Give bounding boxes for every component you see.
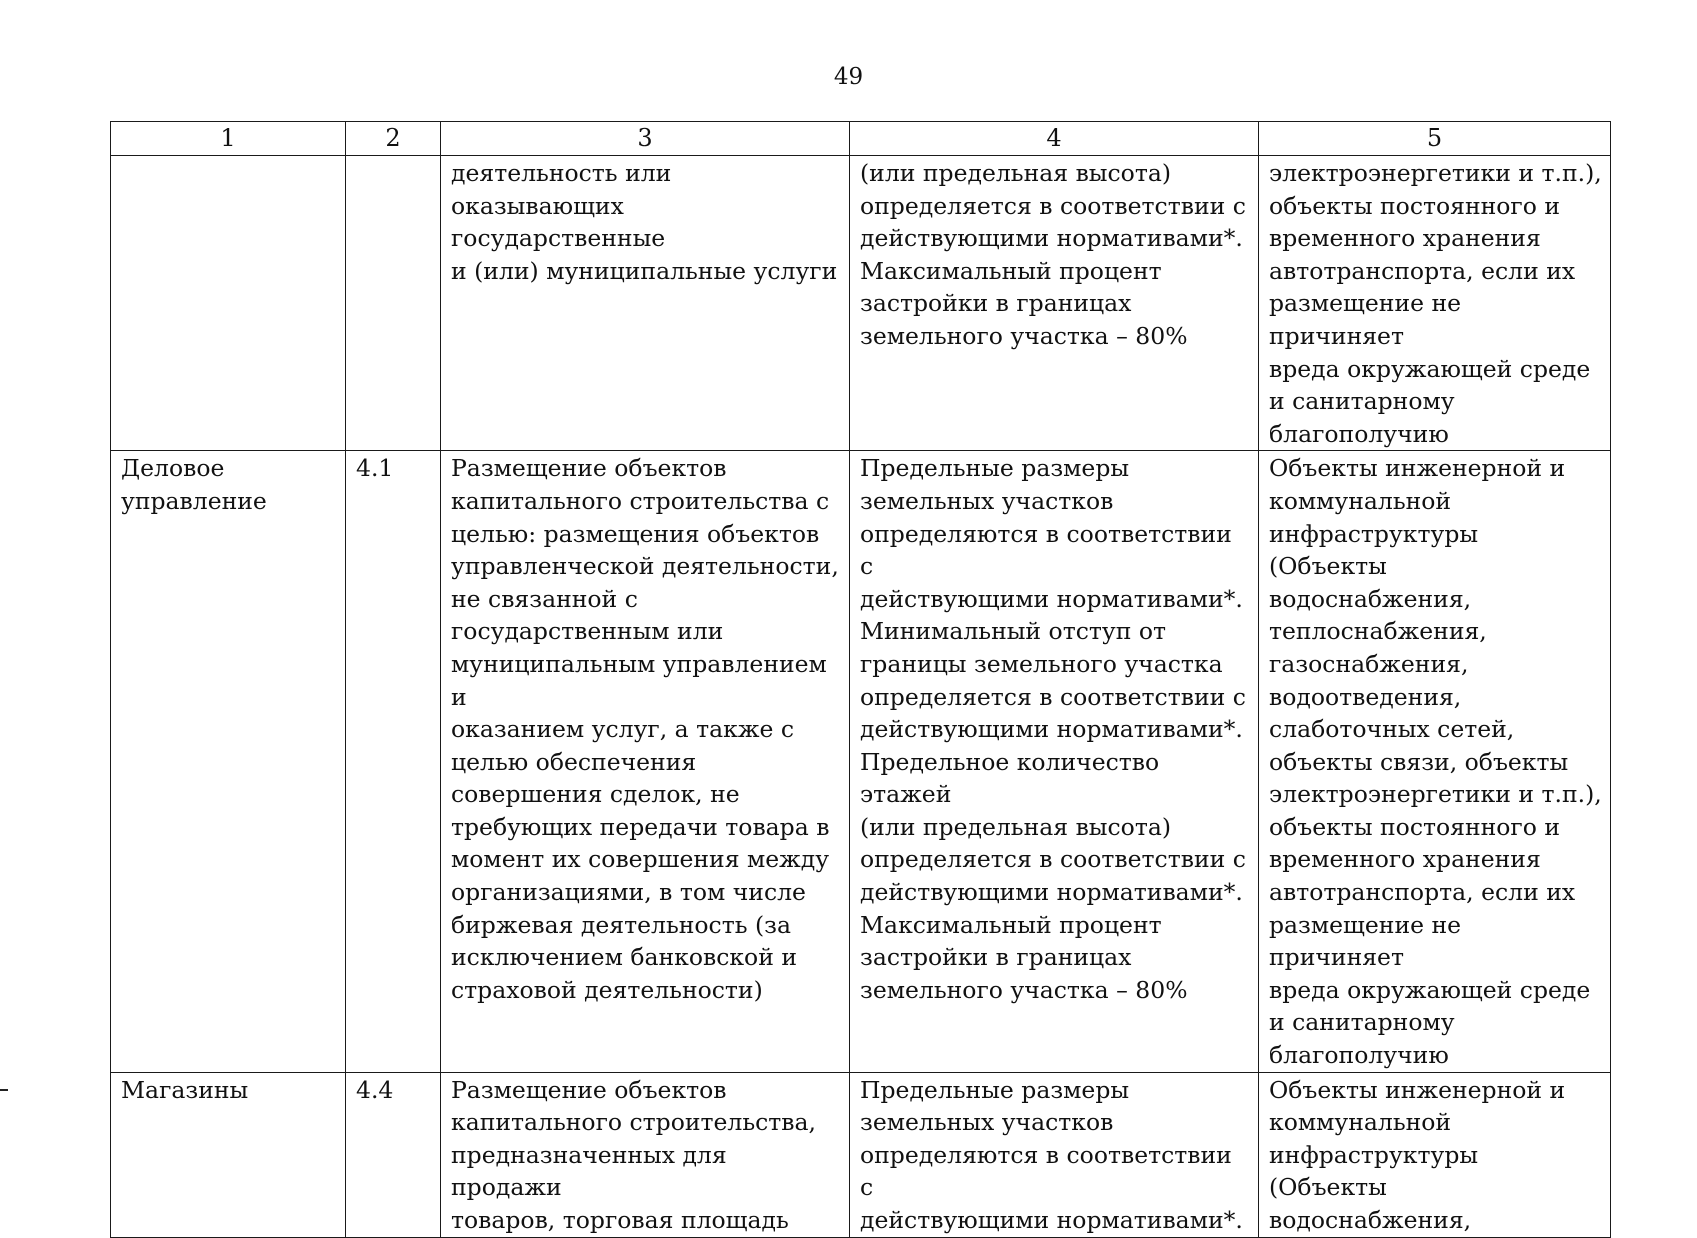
column-header-3: 3 [441,122,850,156]
parameters-cell: Предельные размеры земельных участков определяются в соответствии с действующими нормативами*. [850,1072,1259,1237]
use-description-cell: деятельность или оказывающих государственные и (или) муниципальные услуги [441,156,850,451]
use-name-cell: Деловое управление [111,451,346,1072]
table-body [111,156,1611,1238]
table-header [111,122,1611,156]
use-code-cell: 4.1 [346,451,441,1072]
column-header-4: 4 [850,122,1259,156]
margin-mark [0,1089,8,1091]
column-header-5: 5 [1259,122,1611,156]
table-row [111,1072,1611,1237]
auxiliary-uses-cell: Объекты инженерной и коммунальной инфраструктуры (Объекты водоснабжения, теплоснабжения, газоснабжения, водоотведения, слаботочных сетей, объекты связи, объекты электроэнергетики и т.п.), объекты постоянного и временного хранения автотранспорта, если их размещение не причиняет вреда окружающей среде и санитарному благополучию [1259,451,1611,1072]
regulations-table [110,121,1611,1238]
use-description-cell: Размещение объектов капитального строительства с целью: размещения объектов управленческой деятельности, не связанной с государственным или муниципальным управлением и оказанием услуг, а также с целью обеспечения совершения сделок, не требующих передачи товара в момент их совершения между организациями, в том числе биржевая деятельность (за исключением банковской и страховой деятельности) [441,451,850,1072]
page-number: 49 [833,64,864,90]
column-header-1: 1 [111,122,346,156]
column-header-2: 2 [346,122,441,156]
use-name-cell: Магазины [111,1072,346,1237]
parameters-cell: Предельные размеры земельных участков определяются в соответствии с действующими нормативами*. Минимальный отступ от границы земельного участка определяется в соответствии с действующими нормативами*. Предельное количество этажей (или предельная высота) определяется в соответствии с действующими нормативами*. Максимальный процент застройки в границах земельного участка – 80% [850,451,1259,1072]
table-row [111,451,1611,1072]
use-code-cell: 4.4 [346,1072,441,1237]
use-code-cell [346,156,441,451]
auxiliary-uses-cell: электроэнергетики и т.п.), объекты постоянного и временного хранения автотранспорта, если их размещение не причиняет вреда окружающей среде и санитарному благополучию [1259,156,1611,451]
auxiliary-uses-cell: Объекты инженерной и коммунальной инфраструктуры (Объекты водоснабжения, [1259,1072,1611,1237]
table-row [111,156,1611,451]
header-row [111,122,1611,156]
use-name-cell [111,156,346,451]
parameters-cell: (или предельная высота) определяется в соответствии с действующими нормативами*. Максимальный процент застройки в границах земельного участка – 80% [850,156,1259,451]
use-description-cell: Размещение объектов капитального строительства, предназначенных для продажи товаров, торговая площадь [441,1072,850,1237]
